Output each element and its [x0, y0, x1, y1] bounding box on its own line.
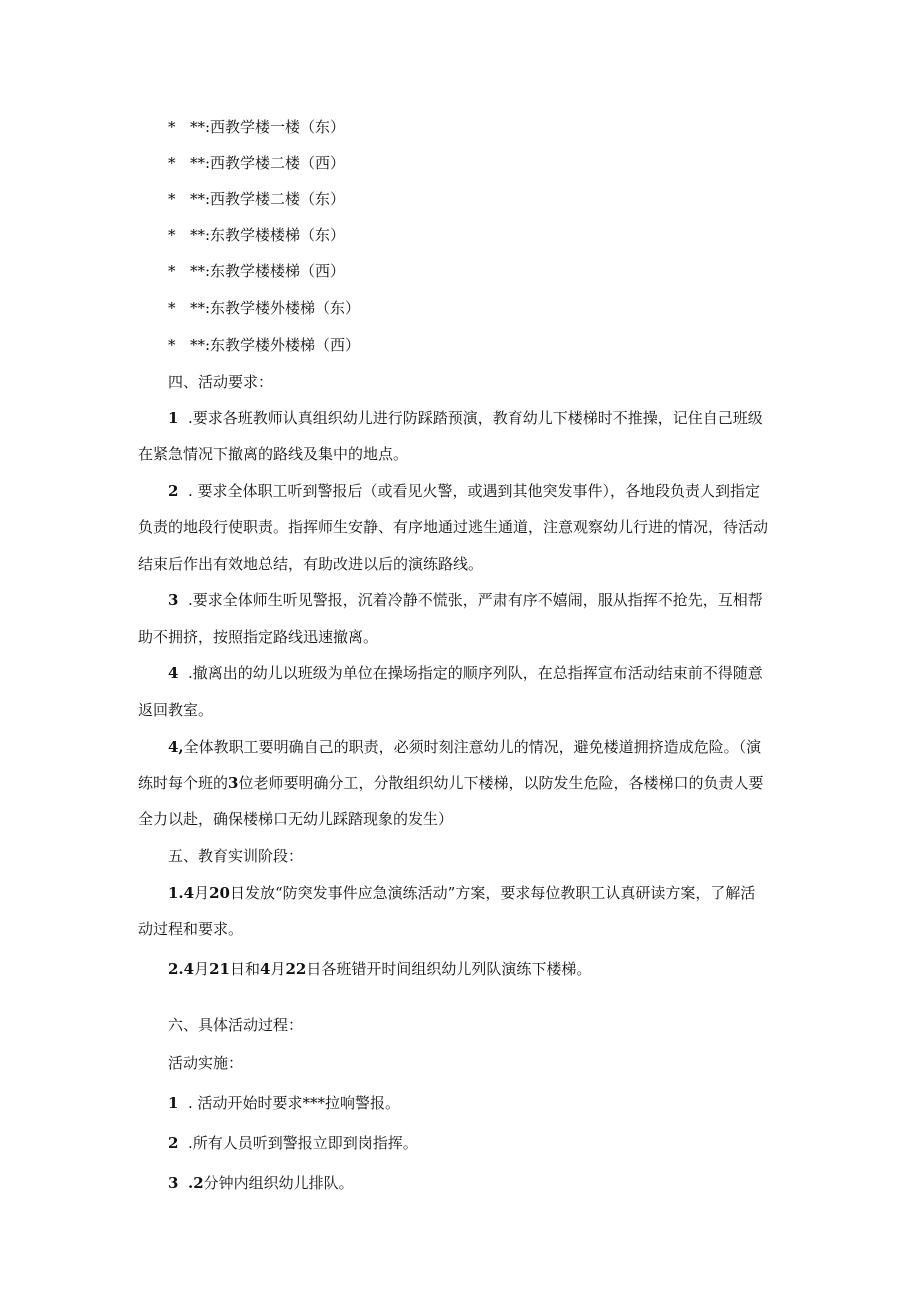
- section-heading: 四、活动要求：: [168, 373, 274, 391]
- section-heading: 五、教育实训阶段：: [168, 847, 304, 865]
- sub-heading: 活动实施：: [168, 1054, 244, 1072]
- list-item: * **:东教学楼外楼梯（西）: [168, 336, 361, 354]
- list-item: 2 .所有人员听到警报立即到岗指挥。: [168, 1134, 418, 1152]
- list-item: * **:西教学楼一楼（东）: [168, 118, 346, 136]
- paragraph-line: 动过程和要求。: [138, 920, 244, 938]
- paragraph-line: 全力以赴，确保楼梯口无幼儿踩踏现象的发生）: [138, 810, 454, 828]
- paragraph-line: 助不拥挤，按照指定路线迅速撤离。: [138, 628, 379, 646]
- list-item: * **:西教学楼二楼（东）: [168, 190, 346, 208]
- paragraph-line: 3 .要求全体师生听见警报，沉着冷静不慌张，严肃有序不嬉闹，服从指挥不抢先，互相帮: [168, 591, 763, 609]
- list-item: * **:东教学楼楼梯（西）: [168, 262, 346, 280]
- list-item: 1 . 活动开始时要求***拉响警报。: [168, 1094, 401, 1112]
- paragraph-line: 1.4月20日发放“防突发事件应急演练活动”方案，要求每位教职工认真研读方案，了解活: [168, 884, 756, 902]
- list-item: * **:东教学楼楼梯（东）: [168, 226, 346, 244]
- list-item: 3 .2分钟内组织幼儿排队。: [168, 1174, 354, 1192]
- paragraph-line: 4,全体教职工要明确自己的职责，必须时刻注意幼儿的情况，避免楼道拥挤造成危险。（演: [168, 738, 762, 756]
- paragraph-line: 2.4月21日和4月22日各班错开时间组织幼儿列队演练下楼梯。: [168, 960, 592, 978]
- paragraph-line: 结束后作出有效地总结，有助改进以后的演练路线。: [138, 555, 484, 573]
- paragraph-line: 负责的地段行使职责。指挥师生安静、有序地通过逃生通道，注意观察幼儿行进的情况，待活动: [138, 518, 769, 536]
- paragraph-line: 练时每个班的3位老师要明确分工，分散组织幼儿下楼梯，以防发生危险，各楼梯口的负责人要: [138, 774, 764, 792]
- paragraph-line: 4 .撤离出的幼儿以班级为单位在操场指定的顺序列队，在总指挥宣布活动结束前不得随意: [168, 664, 763, 682]
- paragraph-line: 在紧急情况下撤离的路线及集中的地点。: [138, 445, 409, 463]
- paragraph-line: 返回教室。: [138, 701, 214, 719]
- list-item: * **:西教学楼二楼（西）: [168, 154, 346, 172]
- paragraph-line: 1 .要求各班教师认真组织幼儿进行防踩踏预演，教育幼儿下楼梯时不推操，记住自己班级: [168, 409, 763, 427]
- paragraph-line: 2 . 要求全体职工听到警报后（或看见火警，或遇到其他突发事件），各地段负责人到指定: [168, 482, 761, 500]
- section-heading: 六、具体活动过程：: [168, 1016, 304, 1034]
- list-item: * **:东教学楼外楼梯（东）: [168, 299, 361, 317]
